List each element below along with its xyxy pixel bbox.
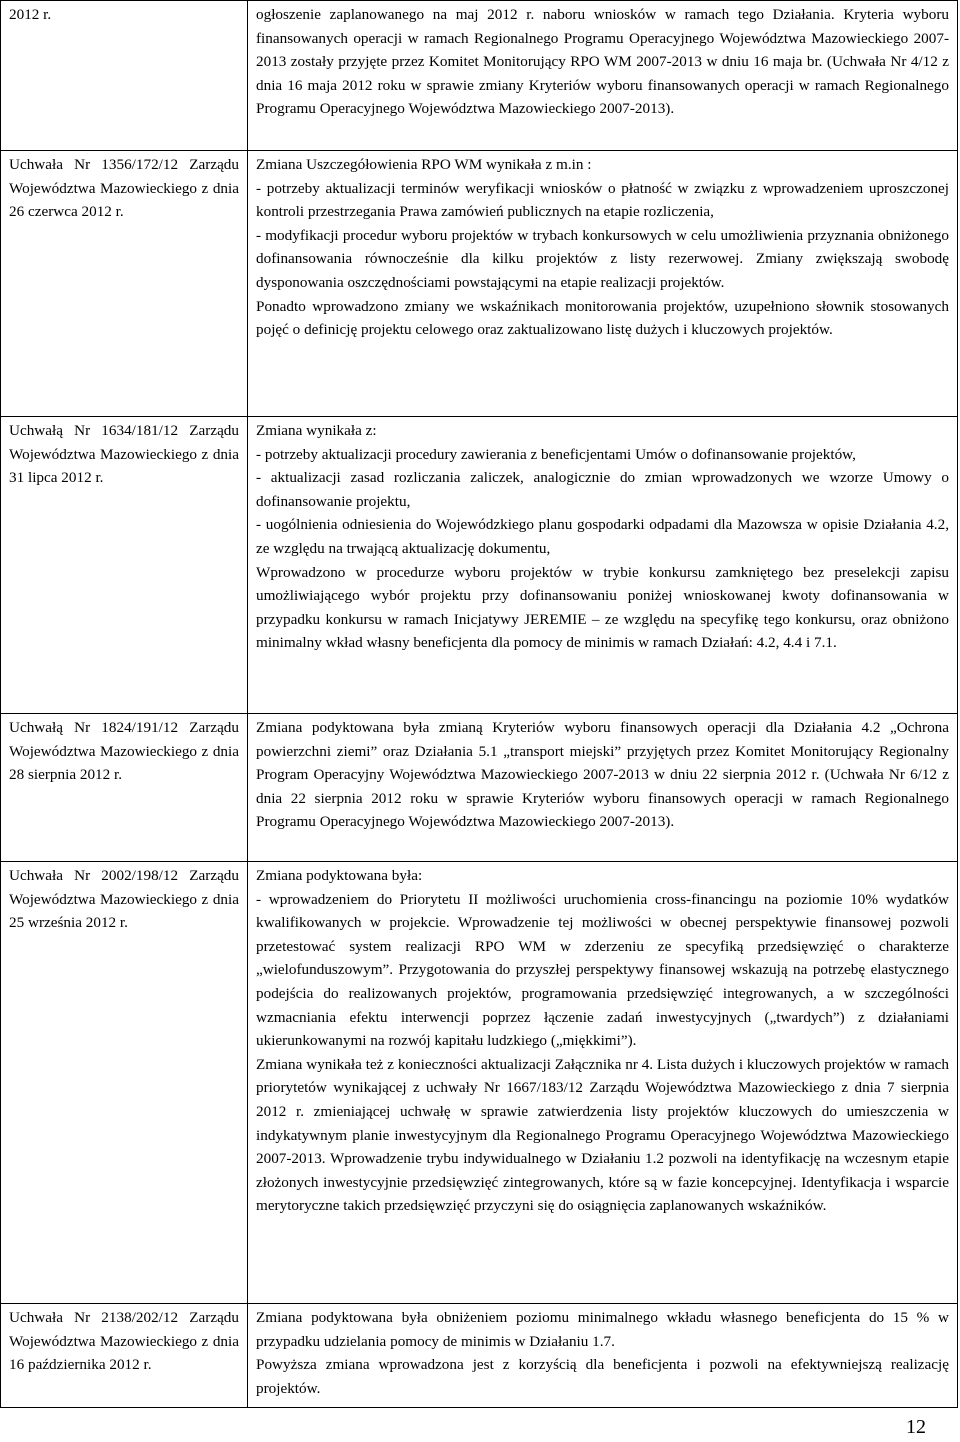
description-paragraph: Zmiana podyktowana była obniżeniem poziomu minimalnego wkładu własnego beneficjenta do 15 % w przypadku udzielania pomocy de minimis w Działaniu 1.7. (256, 1309, 949, 1350)
description-cell (248, 862, 958, 1304)
resolution-cell (1, 1, 248, 151)
description-paragraph: Zmiana Uszczegółowienia RPO WM wynikała z m.in : (256, 156, 592, 173)
description-paragraph: Zmiana wynikała z: (256, 422, 377, 439)
resolution-text: Uchwała Nr 2138/202/12 Zarządu Województwa Mazowieckiego z dnia 16 października 2012 r. (9, 1309, 239, 1374)
description-cell (248, 1, 958, 151)
resolution-text: Uchwała Nr 1356/172/12 Zarządu Województwa Mazowieckiego z dnia 26 czerwca 2012 r. (9, 156, 239, 221)
description-paragraph: Wprowadzono w procedurze wyboru projektów w trybie konkursu zamkniętego bez preselekcji zapisu umożliwiającego wybór projektu przy dofinansowaniu poniżej wnioskowanej kwoty dofinansowania w przypadku konkursu w ramach Inicjatywy JEREMIE – ze względu na specyfikę tego konkursu, oraz obniżono minimalny wkład własny beneficjenta dla pomocy de minimis w ramach Działań: 4.2, 4.4 i 7.1. (256, 563, 949, 652)
description-cell (248, 1304, 958, 1408)
description-paragraph: - potrzeby aktualizacji procedury zawierania z beneficjentami Umów o dofinansowanie projektów, (256, 445, 856, 463)
resolution-text: Uchwała Nr 2002/198/12 Zarządu Województwa Mazowieckiego z dnia 25 września 2012 r. (9, 867, 239, 932)
description-cell (248, 151, 958, 417)
description-cell (248, 417, 958, 714)
resolution-cell (1, 714, 248, 862)
description-paragraph: - uogólnienia odniesienia do Wojewódzkiego planu gospodarki odpadami dla Mazowsza w opisie Działania 4.2, ze względu na trwającą aktualizację dokumentu, (256, 516, 949, 557)
description-paragraph: Zmiana podyktowana była: (256, 867, 423, 884)
description-paragraph: - wprowadzeniem do Priorytetu II możliwości uruchomienia cross-financingu na poziomie 10% wydatków kwalifikowanych w projekcie. Wprowadzenie tej możliwości w obecnej perspektywie finansowej pozwoli przetestować system realizacji RPO WM w zderzeniu ze specyfiką przedsięwzięć o charakterze „wielofunduszowym”. Przygotowania do przyszłej perspektywy finansowej wskazują na potrzebę elastycznego podejścia do realizowanych projektów, programowania przedsięwzięć integrowanych, a w szczególności wzmacniania efektu interwencji poprzez łączenie zadań inwestycyjnych („twardych”) z działaniami ukierunkowanymi na rozwój kapitału ludzkiego („miękkimi”). (256, 890, 949, 1050)
table-row (1, 1304, 958, 1408)
table-row (1, 862, 958, 1304)
resolution-cell (1, 151, 248, 417)
table-row (1, 417, 958, 714)
description-paragraph: ogłoszenie zaplanowanego na maj 2012 r. naboru wniosków w ramach tego Działania. Kryteria wyboru finansowanych operacji w ramach Regionalnego Programu Operacyjnego Województwa Mazowieckiego 2007-2013 zostały przyjęte przez Komitet Monitorujący RPO WM 2007-2013 w dniu 16 maja br. (Uchwała Nr 4/12 z dnia 16 maja 2012 roku w sprawie zmiany Kryteriów wyboru finansowanych operacji w ramach Regionalnego Programu Operacyjnego Województwa Mazowieckiego 2007-2013). (256, 6, 949, 118)
description-paragraph: Zmiana podyktowana była zmianą Kryteriów wyboru finansowych operacji dla Działania 4.2 „Ochrona powierzchni ziemi” oraz Działania 5.1 „transport miejski” przyjętych przez Komitet Monitorujący Regionalny Program Operacyjny Województwa Mazowieckiego 2007-2013 w dniu 22 sierpnia 2012 r. (Uchwała Nr 6/12 z dnia 22 sierpnia 2012 roku w sprawie Kryteriów wyboru finansowych operacji w ramach Regionalnego Programu Operacyjnego Województwa Mazowieckiego 2007-2013). (256, 719, 949, 831)
description-paragraph: - modyfikacji procedur wyboru projektów w trybach konkursowych w celu umożliwienia przyznania obniżonego dofinansowania równocześnie dla kilku projektów z listy rezerwowej. Zmiany zwiększają swobodę dysponowania oszczędnościami powstającymi na etapie realizacji projektów. (256, 226, 949, 291)
resolution-cell (1, 1304, 248, 1408)
table-row (1, 1, 958, 151)
description-cell (248, 714, 958, 862)
resolution-text: 2012 r. (9, 6, 52, 23)
page-number: 12 (906, 1416, 926, 1438)
description-paragraph: - aktualizacji zasad rozliczania zaliczek, analogicznie do zmian wprowadzonych we wzorze Umowy o dofinansowanie projektu, (256, 469, 949, 510)
resolution-text: Uchwałą Nr 1634/181/12 Zarządu Województwa Mazowieckiego z dnia 31 lipca 2012 r. (9, 422, 239, 487)
resolution-text: Uchwałą Nr 1824/191/12 Zarządu Województwa Mazowieckiego z dnia 28 sierpnia 2012 r. (9, 719, 239, 784)
description-paragraph: Ponadto wprowadzono zmiany we wskaźnikach monitorowania projektów, uzupełniono słownik stosowanych pojęć o definicję projektu celowego oraz zaktualizowano listę dużych i kluczowych projektów. (256, 297, 949, 339)
description-paragraph: Powyższa zmiana wprowadzona jest z korzyścią dla beneficjenta i pozwoli na efektywniejszą realizację projektów. (256, 1356, 949, 1397)
table-row (1, 151, 958, 417)
description-paragraph: - potrzeby aktualizacji terminów weryfikacji wniosków o płatność w związku z wprowadzeniem uproszczonej kontroli przestrzegania Prawa zamówień publicznych na etapie rozliczenia, (256, 179, 949, 221)
description-paragraph: Zmiana wynikała też z konieczności aktualizacji Załącznika nr 4. Lista dużych i kluczowych projektów w ramach priorytetów wynikającej z uchwały Nr 1667/183/12 Zarządu Województwa Mazowieckiego z dnia 7 sierpnia 2012 r. zmieniającej uchwałę w sprawie zatwierdzenia listy projektów kluczowych do umieszczenia w indykatywnym planie inwestycyjnym dla Regionalnego Programu Operacyjnego Województwa Mazowieckiego 2007-2013. Wprowadzenie trybu indywidualnego w Działaniu 1.2 pozwoli na identyfikację na wczesnym etapie złożonych inwestycyjnie przedsięwzięć zintegrowanych, które są w fazie koncepcyjnej. Identyfikacja i wsparcie merytoryczne takich przedsięwzięć przyczyni się do osiągnięcia zaplanowanych wskaźników. (256, 1055, 949, 1215)
table-row (1, 714, 958, 862)
resolution-cell (1, 862, 248, 1304)
resolution-cell (1, 417, 248, 714)
